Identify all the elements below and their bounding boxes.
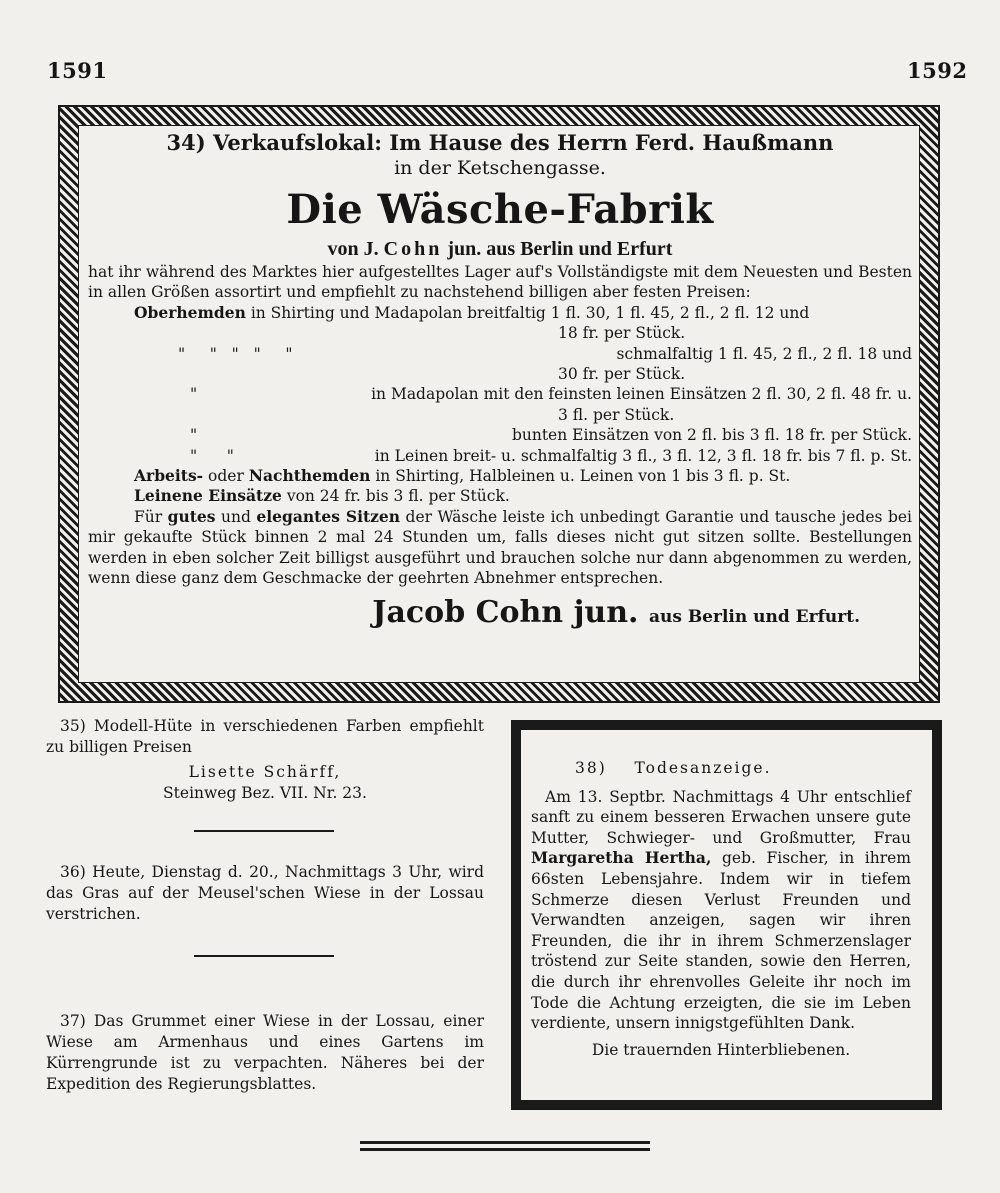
ad34-signature-name: Jacob Cohn jun. (372, 594, 639, 630)
ad37-text: 37) Das Grummet einer Wiese in der Lossau, einer Wiese am Armenhaus und eines Gartens im Kürrengrunde ist zu verpachten. Näheres bei der Expedition des Regierungsblattes. (46, 1012, 484, 1093)
ad34-einsaetze-row (88, 486, 912, 506)
death-notice (531, 758, 911, 1060)
ad34-ditto-row-2 (88, 384, 912, 404)
ad34-ditto-price-2: 3 fl. per Stück. (558, 405, 675, 424)
ad34-ditto-text-4: in Leinen breit- u. schmalfaltig 3 fl., 3 fl. 12, 3 fl. 18 fr. bis 7 fl. p. St. (374, 446, 912, 465)
ad34-einsaetze-label: Leinene Einsätze (134, 486, 282, 506)
ad34-guarantee-gutes: gutes (167, 506, 216, 526)
ad34-street-line: in der Ketschengasse. (394, 157, 606, 179)
ad35-text: 35) Modell-Hüte in verschiedenen Farben empfiehlt zu billigen Preisen (46, 717, 484, 756)
ad34-location-line: 34) Verkaufslokal: Im Hause des Herrn Ferd. Haußmann (166, 130, 834, 155)
bottom-rule-2 (360, 1148, 650, 1151)
ad34-oberhemden-text: in Shirting und Madapolan breitfaltig 1 fl. 30, 1 fl. 45, 2 fl., 2 fl. 12 und (250, 303, 810, 322)
left-column (46, 716, 484, 1095)
ad36-text: 36) Heute, Dienstag d. 20., Nachmittags 3 Uhr, wird das Gras auf der Meusel'schen Wiese in der Lossau verstrichen. (46, 863, 484, 923)
ad35-name: Lisette Schärff, (188, 763, 342, 781)
page-number-right: 1592 (907, 58, 968, 83)
ad34-nacht-label: Nachthemden (248, 466, 371, 486)
ad38-heading: 38) Todesanzeige. (575, 759, 772, 777)
ad34-guarantee-text: der Wäsche leiste ich unbedingt Garantie und tausche jedes bei mir gekaufte Stück binnen 2 mal 24 Stunden um, falls dieses nicht gut sitzen sollte. Bestellungen werden in eben solcher Zeit billigst ausgeführt und brauchen solche nur dann abgenommen zu werden, wenn diese ganz dem Geschmacke der geehrten Abnehmer entsprechen. (88, 507, 912, 588)
ad34-ditto-row-3 (88, 425, 912, 445)
ad34-ditto-text-1: schmalfaltig 1 fl. 45, 2 fl., 2 fl. 18 und (616, 344, 912, 363)
ad34-guarantee-paragraph (88, 507, 912, 589)
ad34-ditto-row-1 (88, 344, 912, 364)
ad34-ditto-text-2: in Madapolan mit den feinsten leinen Einsätzen 2 fl. 30, 2 fl. 48 fr. u. (371, 385, 912, 404)
ad38-name: Margaretha Hertha, (531, 848, 712, 868)
ad34-ditto-price-1: 30 fr. per Stück. (558, 365, 686, 384)
ad34-einsaetze-text: von 24 fr. bis 3 fl. per Stück. (286, 487, 510, 506)
ad34-oberhemden-price: 18 fr. per Stück. (558, 324, 686, 343)
ad38-closing: Die trauernden Hinterbliebenen. (591, 1040, 851, 1059)
ad34-intro: hat ihr während des Marktes hier aufgestelltes Lager auf's Vollständigste mit dem Neuesten und Besten in allen Größen assortirt und empfiehlt zu nachstehend billigen aber festen Preisen: (88, 263, 912, 302)
ad34-guarantee-und: und (221, 507, 251, 526)
ad34-arbeits-label: Arbeits- (134, 466, 204, 486)
page-number-left: 1591 (47, 58, 108, 83)
ad34-oberhemden-label: Oberhemden (134, 302, 246, 322)
ad34-oberhemden-row (88, 303, 912, 323)
ad34-guarantee-fuer: Für (134, 507, 163, 526)
ad38-body (531, 787, 911, 1034)
ad34-arbeits-oder: oder (208, 467, 244, 486)
ad34-firm-line (88, 236, 912, 262)
ad34-arbeits-row (88, 466, 912, 486)
ad34-ditto-marks-4: " " (190, 446, 234, 465)
ad34-von-suffix: jun. aus Berlin und Erfurt (447, 238, 673, 260)
ad38-text-a: Am 13. Septbr. Nachmittags 4 Uhr entschlief sanft zu einem besseren Erwachen unsere gute Mutter, Schwieger- und Großmutter, Frau (531, 787, 911, 847)
advertisement-34 (88, 130, 912, 637)
separator-rule-2 (194, 955, 334, 957)
ad34-guarantee-elegantes: elegantes Sitzen (256, 506, 401, 526)
bottom-rule-1 (360, 1141, 650, 1144)
ad34-ditto-mark-3: " (190, 426, 198, 445)
ad34-arbeits-text: in Shirting, Halbleinen u. Leinen von 1 bis 3 fl. p. St. (375, 467, 791, 486)
ad34-signature (88, 593, 912, 637)
ad34-ditto-marks-1: " " " " " (178, 344, 293, 363)
ad34-ditto-row-4 (88, 446, 912, 466)
ad34-von-prefix: von J. (327, 238, 379, 260)
ad34-signature-place: aus Berlin und Erfurt. (648, 606, 860, 627)
separator-rule-1 (194, 830, 334, 832)
ad34-ditto-text-3: bunten Einsätzen von 2 fl. bis 3 fl. 18 fr. per Stück. (511, 426, 912, 445)
ad34-ditto-mark-2: " (190, 385, 198, 404)
ad38-text-b: geb. Fischer, in ihrem 66sten Lebensjahre. Indem wir in tiefem Schmerze diesen Verlust Freunden und Verwandten anzeigen, sagen wir ihren Freunden, die ihr in ihrem Schmerzenslager tröstend zur Seite standen, sowie den Herren, die durch ihr ehrenvolles Geleite ihr noch im Tode die Achtung erzeigten, die sie im Leben verdiente, unsern innigstgefühlten Dank. (531, 849, 911, 1033)
ad34-title: Die Wäsche-Fabrik (286, 186, 714, 233)
ad34-von-name: Cohn (383, 238, 443, 260)
ad35-address: Steinweg Bez. VII. Nr. 23. (163, 784, 367, 802)
